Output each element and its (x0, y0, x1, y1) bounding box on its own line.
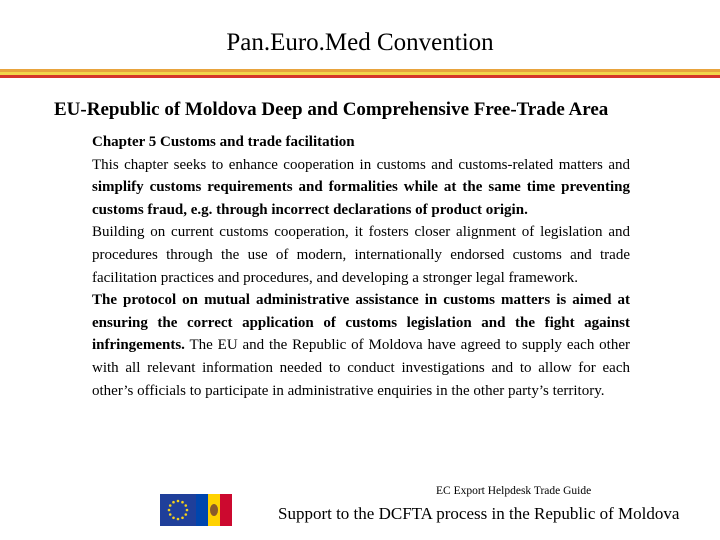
eu-star-icon (169, 513, 172, 516)
paragraph-2: Building on current customs cooperation, it fosters closer alignment of legislation and procedures through the use of modern, internationally endorsed customs and trade facilitation practices and procedures, and developing a stronger legal framework. (92, 224, 630, 286)
footer-note: Support to the DCFTA process in the Republic of Moldova (278, 504, 680, 523)
footer-source: EC Export Helpdesk Trade Guide (436, 485, 592, 497)
moldova-flag-blue-band (196, 494, 208, 526)
paragraph-3-emphasis: The protocol on mutual administrative assistance in customs matters is aimed at ensuring the correct application of customs legislation and the fight against infringements. (92, 292, 630, 354)
eu-star-icon (184, 504, 187, 507)
moldova-flag-red-band (220, 494, 232, 526)
content-body (92, 131, 630, 402)
eu-moldova-flags-logo (160, 494, 232, 526)
eu-star-icon (172, 516, 175, 519)
paragraph-3 (92, 289, 630, 402)
eu-star-icon (169, 504, 172, 507)
moldova-coat-of-arms-icon (210, 504, 218, 516)
eu-star-icon (172, 501, 175, 504)
eu-flag-icon (160, 494, 196, 526)
chapter-heading: Chapter 5 Customs and trade facilitation (92, 134, 355, 150)
paragraph-1 (92, 154, 630, 222)
paragraph-3-rest: The EU and the Republic of Moldova have agreed to supply each other with all relevant information needed to conduct investigations and to allow for each other’s officials to participate in administrative enquiries in the other party’s territory. (92, 337, 630, 399)
section-heading: EU-Republic of Moldova Deep and Comprehensive Free-Trade Area (54, 99, 609, 120)
stripe-red (0, 75, 720, 78)
paragraph-1-emphasis: simplify customs requirements and formalities while at the same time preventing customs fraud, e.g. through incorrect declarations of product origin. (92, 179, 630, 218)
eu-star-icon (184, 513, 187, 516)
eu-star-icon (186, 509, 189, 512)
decorative-stripes (0, 69, 720, 81)
slide-title: Pan.Euro.Med Convention (226, 29, 494, 56)
eu-star-icon (177, 500, 180, 503)
eu-star-icon (177, 518, 180, 521)
paragraph-1-intro: This chapter seeks to enhance cooperation in customs and customs-related matters and (92, 156, 630, 173)
eu-star-icon (168, 509, 171, 512)
eu-star-icon (181, 501, 184, 504)
eu-star-icon (181, 516, 184, 519)
